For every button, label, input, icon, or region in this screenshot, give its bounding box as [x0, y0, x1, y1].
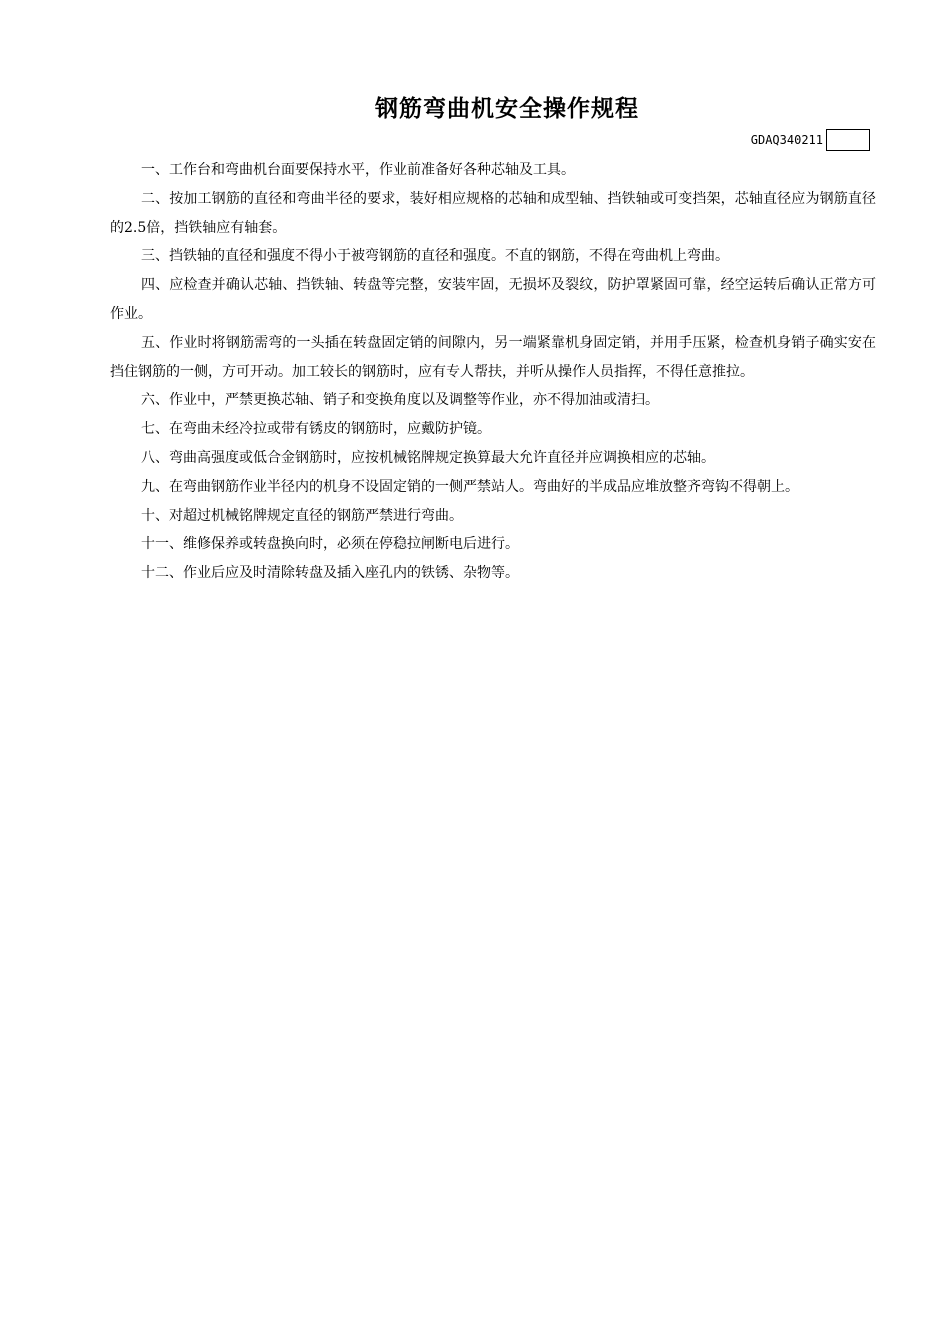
- rule-item-2: 二、按加工钢筋的直径和弯曲半径的要求，装好相应规格的芯轴和成型轴、挡铁轴或可变挡架，芯轴直径应为钢筋直径的2.5倍，挡铁轴应有轴套。: [110, 190, 876, 236]
- page-title: 钢筋弯曲机安全操作规程: [375, 96, 639, 122]
- rule-item-6: 六、作业中，严禁更换芯轴、销子和变换角度以及调整等作业，亦不得加油或清扫。: [141, 392, 659, 409]
- document-code: GDAQ340211: [750, 133, 823, 147]
- rule-item-4: 四、应检查并确认芯轴、挡铁轴、转盘等完整，安装牢固，无损坏及裂纹，防护罩紧固可靠，经空运转后确认正常方可作业。: [110, 277, 876, 322]
- rule-item-8: 八、弯曲高强度或低合金钢筋时，应按机械铭牌规定换算最大允许直径并应调换相应的芯轴。: [141, 449, 715, 466]
- rule-item-3: 三、挡铁轴的直径和强度不得小于被弯钢筋的直径和强度。不直的钢筋，不得在弯曲机上弯曲。: [141, 248, 729, 265]
- rule-item-12: 十二、作业后应及时清除转盘及插入座孔内的铁锈、杂物等。: [141, 565, 519, 582]
- rule-item-1: 一、工作台和弯曲机台面要保持水平，作业前准备好各种芯轴及工具。: [141, 162, 575, 178]
- rule-item-10: 十、对超过机械铭牌规定直径的钢筋严禁进行弯曲。: [141, 507, 463, 524]
- rule-item-11: 十一、维修保养或转盘换向时，必须在停稳拉闸断电后进行。: [141, 536, 519, 553]
- rule-item-7: 七、在弯曲未经冷拉或带有锈皮的钢筋时，应戴防护镜。: [141, 421, 491, 438]
- document-code-box: [826, 129, 870, 151]
- rule-item-9: 九、在弯曲钢筋作业半径内的机身不设固定销的一侧严禁站人。弯曲好的半成品应堆放整齐弯钩不得朝上。: [141, 478, 799, 495]
- document-code-row: [751, 129, 870, 151]
- rule-item-5: 五、作业时将钢筋需弯的一头插在转盘固定销的间隙内，另一端紧靠机身固定销，并用手压紧，检查机身销子确实安在挡住钢筋的一侧，方可开动。加工较长的钢筋时，应有专人帮扶，并听从操作人员指挥，不得任意推拉。: [110, 334, 876, 380]
- rules-list: [110, 156, 876, 588]
